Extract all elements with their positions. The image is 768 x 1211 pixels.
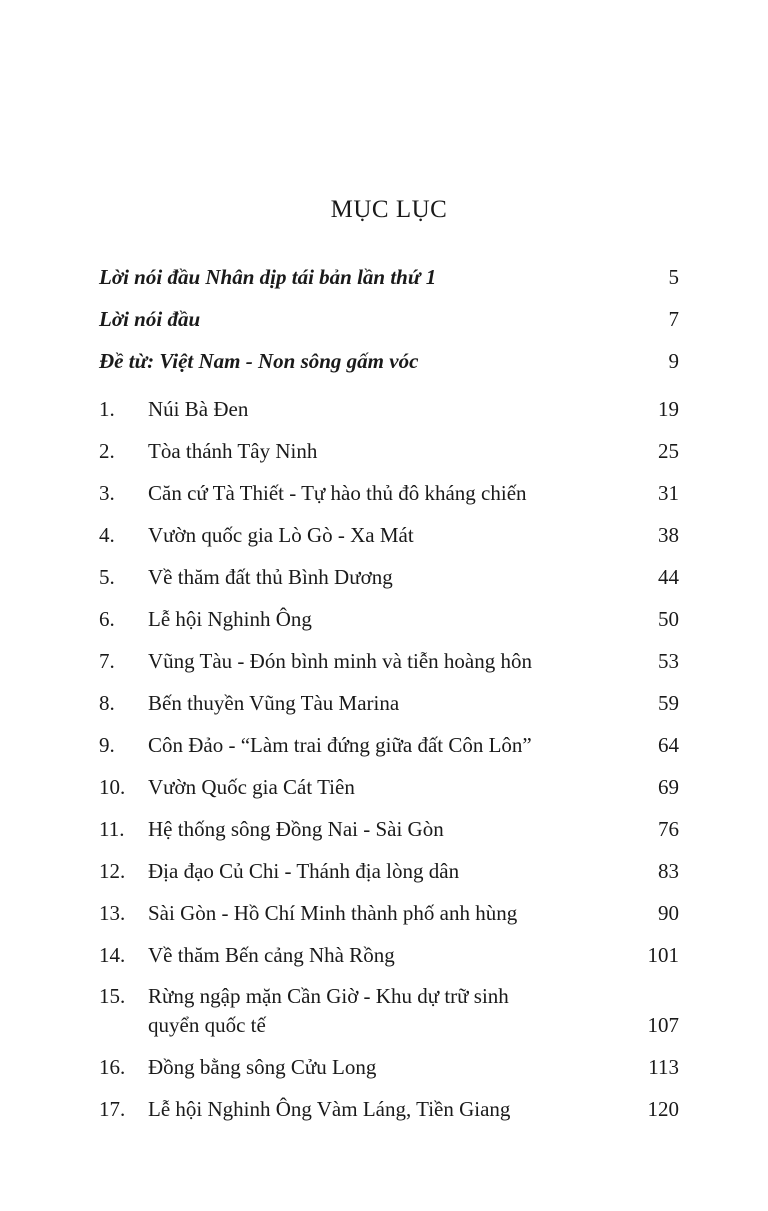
chapter-title: Căn cứ Tà Thiết - Tự hào thủ đô kháng chiến: [148, 481, 527, 505]
chapter-entry[interactable]: [99, 940, 679, 970]
chapter-page-number: 107: [647, 1013, 679, 1037]
front-matter-entry[interactable]: [99, 304, 679, 346]
chapter-number: 10.: [99, 775, 126, 799]
chapter-entry[interactable]: [99, 1094, 679, 1124]
front-matter-entry[interactable]: [99, 262, 679, 304]
chapter-number: 7.: [99, 649, 115, 673]
chapter-number: 17.: [99, 1097, 126, 1121]
entry-title: Lời nói đầu: [99, 307, 201, 331]
chapter-entry[interactable]: [99, 688, 679, 718]
chapter-title: Núi Bà Đen: [148, 397, 249, 421]
chapter-page-number: 53: [658, 649, 679, 673]
entry-page-number: 5: [668, 265, 679, 289]
chapter-number: 3.: [99, 481, 115, 505]
front-matter-list: [99, 262, 679, 388]
chapter-page-number: 50: [658, 607, 679, 631]
front-matter-entry[interactable]: [99, 346, 679, 388]
chapter-title: Lễ hội Nghinh Ông: [148, 607, 312, 631]
chapter-title: Vũng Tàu - Đón bình minh và tiễn hoàng hôn: [148, 649, 532, 673]
chapter-title: Côn Đảo - “Làm trai đứng giữa đất Côn Lôn”: [148, 733, 532, 757]
page-title: MỤC LỤC: [330, 196, 448, 223]
chapter-page-number: 25: [658, 439, 679, 463]
chapter-entry[interactable]: [99, 562, 679, 592]
chapter-title: Lễ hội Nghinh Ông Vàm Láng, Tiền Giang: [148, 1097, 511, 1121]
chapter-entry[interactable]: [99, 646, 679, 676]
chapter-number: 4.: [99, 523, 115, 547]
chapter-page-number: 69: [658, 775, 679, 799]
chapter-page-number: 19: [658, 397, 679, 421]
chapter-title: Tòa thánh Tây Ninh: [148, 439, 318, 463]
chapter-entry[interactable]: [99, 520, 679, 550]
chapter-page-number: 64: [658, 733, 679, 757]
chapter-number: 9.: [99, 733, 115, 757]
chapter-title: Sài Gòn - Hồ Chí Minh thành phố anh hùng: [148, 901, 518, 925]
chapter-number: 16.: [99, 1055, 126, 1079]
chapter-number: 12.: [99, 859, 126, 883]
chapter-entry[interactable]: [99, 1052, 679, 1082]
chapter-entry[interactable]: [99, 982, 679, 1040]
chapter-entry[interactable]: [99, 772, 679, 802]
chapter-entry[interactable]: [99, 436, 679, 466]
chapter-number: 15.: [99, 984, 126, 1008]
chapter-list: [99, 394, 679, 1136]
chapter-title: Về thăm Bến cảng Nhà Rồng: [148, 943, 395, 967]
chapter-entry[interactable]: [99, 814, 679, 844]
chapter-number: 2.: [99, 439, 115, 463]
chapter-title: Đồng bằng sông Cửu Long: [148, 1055, 377, 1079]
chapter-entry[interactable]: [99, 898, 679, 928]
chapter-entry[interactable]: [99, 394, 679, 424]
chapter-number: 1.: [99, 397, 115, 421]
chapter-page-number: 59: [658, 691, 679, 715]
chapter-title: Vườn Quốc gia Cát Tiên: [148, 775, 355, 799]
entry-title: Đề từ: Việt Nam - Non sông gấm vóc: [99, 349, 419, 373]
entry-title: Lời nói đầu Nhân dịp tái bản lần thứ 1: [99, 265, 437, 289]
chapter-title-line-1: Rừng ngập mặn Cần Giờ - Khu dự trữ sinh: [148, 984, 509, 1008]
chapter-page-number: 120: [647, 1097, 679, 1121]
chapter-number: 6.: [99, 607, 115, 631]
chapter-entry[interactable]: [99, 730, 679, 760]
chapter-title: Bến thuyền Vũng Tàu Marina: [148, 691, 400, 715]
chapter-title: Địa đạo Củ Chi - Thánh địa lòng dân: [148, 859, 460, 883]
chapter-page-number: 101: [647, 943, 679, 967]
chapter-page-number: 76: [658, 817, 679, 841]
chapter-page-number: 90: [658, 901, 679, 925]
chapter-page-number: 38: [658, 523, 679, 547]
chapter-page-number: 44: [658, 565, 679, 589]
chapter-title: Hệ thống sông Đồng Nai - Sài Gòn: [148, 817, 444, 841]
chapter-entry[interactable]: [99, 478, 679, 508]
chapter-page-number: 83: [658, 859, 679, 883]
chapter-number: 13.: [99, 901, 126, 925]
chapter-number: 14.: [99, 943, 126, 967]
chapter-title-line-2: quyển quốc tế: [148, 1013, 266, 1037]
entry-page-number: 7: [668, 307, 679, 331]
chapter-number: 5.: [99, 565, 115, 589]
chapter-title: Về thăm đất thủ Bình Dương: [148, 565, 393, 589]
chapter-entry[interactable]: [99, 604, 679, 634]
chapter-page-number: 113: [648, 1055, 679, 1079]
chapter-page-number: 31: [658, 481, 679, 505]
chapter-title: Vườn quốc gia Lò Gò - Xa Mát: [148, 523, 414, 547]
chapter-entry[interactable]: [99, 856, 679, 886]
chapter-number: 8.: [99, 691, 115, 715]
entry-page-number: 9: [668, 349, 679, 373]
chapter-number: 11.: [99, 817, 125, 841]
